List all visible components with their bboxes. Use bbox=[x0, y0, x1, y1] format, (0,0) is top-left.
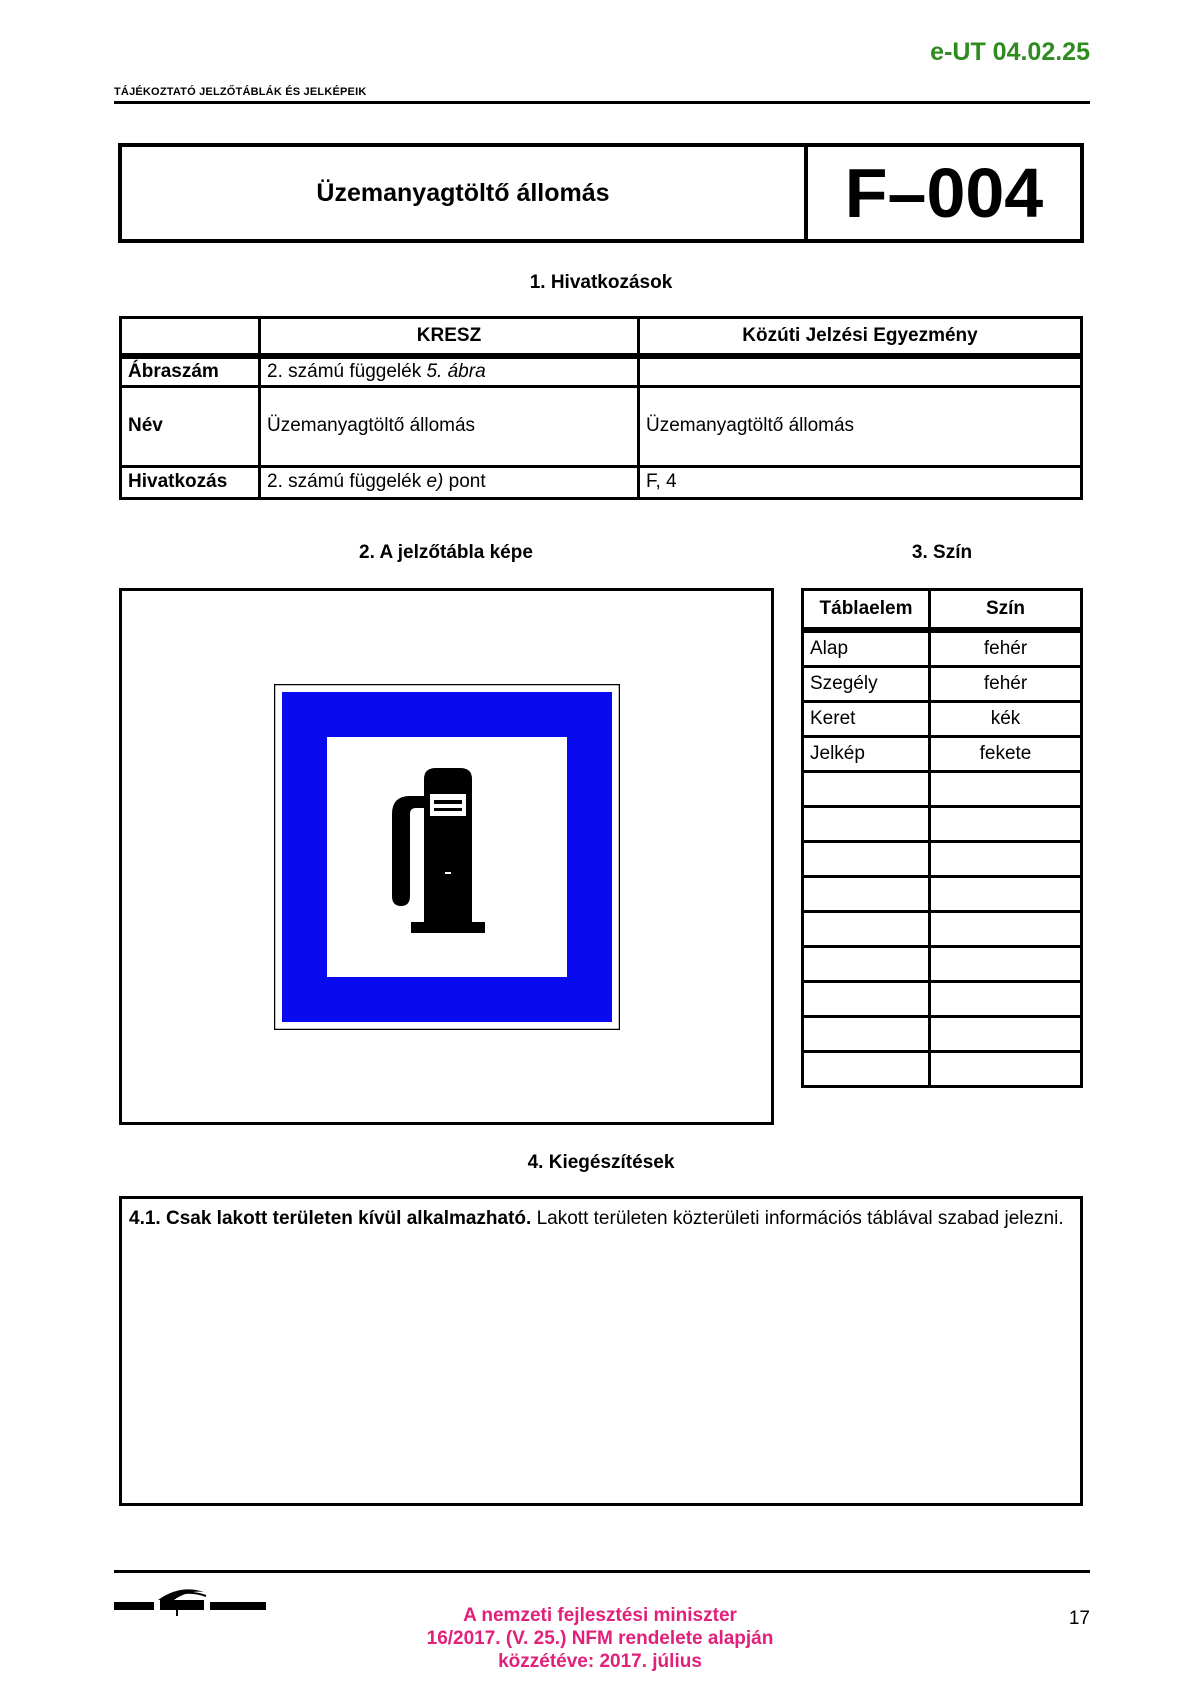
cell-convention bbox=[639, 356, 1082, 386]
figure-ref-text: 2. számú függelék 5. ábra bbox=[267, 360, 486, 382]
empty-row bbox=[803, 947, 1082, 982]
references-heading: 1. Hivatkozások bbox=[529, 272, 673, 293]
color-cell: fekete bbox=[930, 737, 1082, 772]
column-header bbox=[121, 318, 260, 357]
point-ref-text: 2. számú függelék e) pont bbox=[267, 471, 486, 492]
empty-row bbox=[803, 877, 1082, 912]
cell-convention: F, 4 bbox=[639, 466, 1082, 498]
supplement-bold-text: 4.1. Csak lakott területen kívül alkalmazható. bbox=[129, 1208, 532, 1229]
fuel-pump-icon bbox=[274, 684, 620, 1030]
color-heading: 3. Szín bbox=[911, 542, 973, 563]
footer-divider bbox=[114, 1570, 1090, 1573]
empty-row bbox=[803, 842, 1082, 877]
section-label: TÁJÉKOZTATÓ JELZŐTÁBLÁK ÉS JELKÉPEIK bbox=[114, 86, 367, 98]
table-header-row bbox=[803, 590, 1082, 631]
empty-row bbox=[803, 1017, 1082, 1052]
table-row bbox=[803, 667, 1082, 702]
table-row bbox=[121, 386, 1082, 466]
supplements-box bbox=[119, 1196, 1083, 1506]
document-code: e-UT 04.02.25 bbox=[930, 38, 1090, 66]
table-row bbox=[803, 630, 1082, 667]
title-box bbox=[118, 143, 1084, 243]
empty-row bbox=[803, 912, 1082, 947]
footer-line: A nemzeti fejlesztési miniszter bbox=[463, 1605, 737, 1626]
column-header-convention: Közúti Jelzési Egyezmény bbox=[639, 318, 1082, 357]
table-header-row bbox=[121, 318, 1082, 357]
table-row bbox=[121, 356, 1082, 386]
cell-kresz: Üzemanyagtöltő állomás bbox=[260, 386, 639, 466]
footer-line: 16/2017. (V. 25.) NFM rendelete alapján bbox=[426, 1628, 774, 1649]
cell-kresz bbox=[260, 466, 639, 498]
color-cell: fehér bbox=[930, 630, 1082, 667]
table-row bbox=[803, 737, 1082, 772]
element-cell: Jelkép bbox=[803, 737, 930, 772]
color-cell: fehér bbox=[930, 667, 1082, 702]
references-table bbox=[119, 316, 1083, 500]
footer-line: közzétéve: 2017. július bbox=[498, 1651, 702, 1672]
color-table bbox=[801, 588, 1083, 1088]
column-header-element: Táblaelem bbox=[803, 590, 930, 631]
magyar-utugyi-tarsasag-logo bbox=[114, 1586, 270, 1618]
column-header-kresz: KRESZ bbox=[260, 318, 639, 357]
element-cell: Szegély bbox=[803, 667, 930, 702]
cell-convention: Üzemanyagtöltő állomás bbox=[639, 386, 1082, 466]
sign-code: F–004 bbox=[844, 154, 1044, 232]
cell-kresz bbox=[260, 356, 639, 386]
empty-row bbox=[803, 807, 1082, 842]
sign-title: Üzemanyagtöltő állomás bbox=[122, 147, 808, 239]
element-cell: Alap bbox=[803, 630, 930, 667]
header-divider bbox=[114, 101, 1090, 104]
empty-row bbox=[803, 982, 1082, 1017]
supplement-text: Lakott területen közterületi információs táblával szabad jelezni. bbox=[531, 1208, 1064, 1229]
column-header-color: Szín bbox=[930, 590, 1082, 631]
row-label: Ábraszám bbox=[121, 356, 260, 386]
table-row bbox=[803, 702, 1082, 737]
row-label: Név bbox=[121, 386, 260, 466]
footer-publication-note bbox=[350, 1604, 850, 1673]
sign-image-heading: 2. A jelzőtábla képe bbox=[359, 542, 533, 563]
empty-row bbox=[803, 772, 1082, 807]
empty-row bbox=[803, 1052, 1082, 1087]
color-cell: kék bbox=[930, 702, 1082, 737]
table-row bbox=[121, 466, 1082, 498]
page-number: 17 bbox=[1068, 1608, 1090, 1629]
element-cell: Keret bbox=[803, 702, 930, 737]
supplements-heading: 4. Kiegészítések bbox=[527, 1152, 675, 1173]
row-label: Hivatkozás bbox=[121, 466, 260, 498]
